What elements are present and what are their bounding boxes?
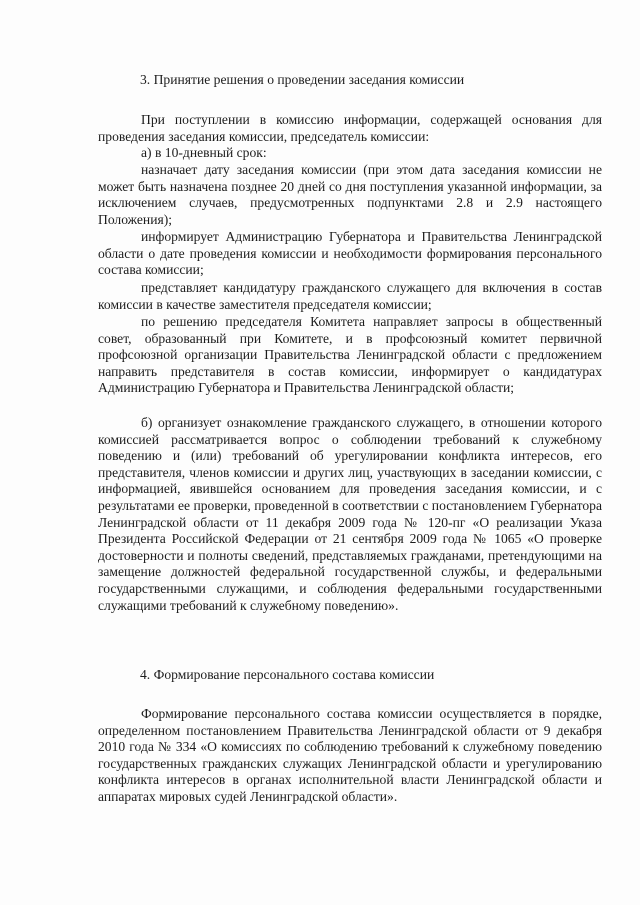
section-4-heading: 4. Формирование персонального состава комиссии bbox=[140, 667, 435, 682]
paragraph: назначает дату заседания комиссии (при этом дата заседания комиссии не может быть назначена позднее 20 дней со дня поступления указанной информации, за исключением случаев, предусмотренных подпунктами 2.8 и 2.9 настоящего Положения); bbox=[98, 162, 602, 227]
paragraph: б) организует ознакомление гражданского служащего, в отношении которого комиссией рассматривается вопрос о соблюдении требований к служебному поведению и (или) требований об урегулировании конфликта интересов, его представителя, членов комиссии и других лиц, участвующих в заседании комиссии, с информацией, явившейся основанием для проведения заседания комиссии, и с результатами ее проверки, проведенной в соответствии с постановлением Губернатора Ленинградской области от 11 декабря 2009 года № 120-пг «О реализации Указа Президента Российской Федерации от 21 сентября 2009 года № 1065 «О проверке достоверности и полноты сведений, представляемых гражданами, претендующими на замещение должностей федеральной государственной службы, и федеральными государственными служащими, и соблюдения федеральными государственными служащими требований к служебному поведению». bbox=[98, 415, 602, 613]
paragraph: При поступлении в комиссию информации, содержащей основания для проведения заседания комиссии, председатель комиссии: bbox=[98, 112, 602, 144]
paragraph: представляет кандидатуру гражданского служащего для включения в состав комиссии в качестве заместителя председателя комиссии; bbox=[98, 280, 602, 312]
paragraph: а) в 10-дневный срок: bbox=[141, 145, 267, 160]
section-3-heading: 3. Принятие решения о проведении заседания комиссии bbox=[140, 72, 465, 87]
paragraph: Формирование персонального состава комиссии осуществляется в порядке, определенном постановлением Правительства Ленинградской области от 9 декабря 2010 года № 334 «О комиссиях по соблюдению требований к служебному поведению государственных гражданских служащих Ленинградской области и урегулированию конфликта интересов в органах исполнительной власти Ленинградской области и аппаратах мировых судей Ленинградской области». bbox=[98, 706, 602, 804]
paragraph: по решению председателя Комитета направляет запросы в общественный совет, образованный при Комитете, и в профсоюзный комитет первичной профсоюзной организации Правительства Ленинградской области с предложением направить представителя в состав комиссии, информирует о кандидатурах Администрацию Губернатора и Правительства Ленинградской области; bbox=[98, 314, 602, 396]
paragraph: информирует Администрацию Губернатора и Правительства Ленинградской области о дате проведения комиссии и необходимости формирования персонального состава комиссии; bbox=[98, 229, 602, 278]
